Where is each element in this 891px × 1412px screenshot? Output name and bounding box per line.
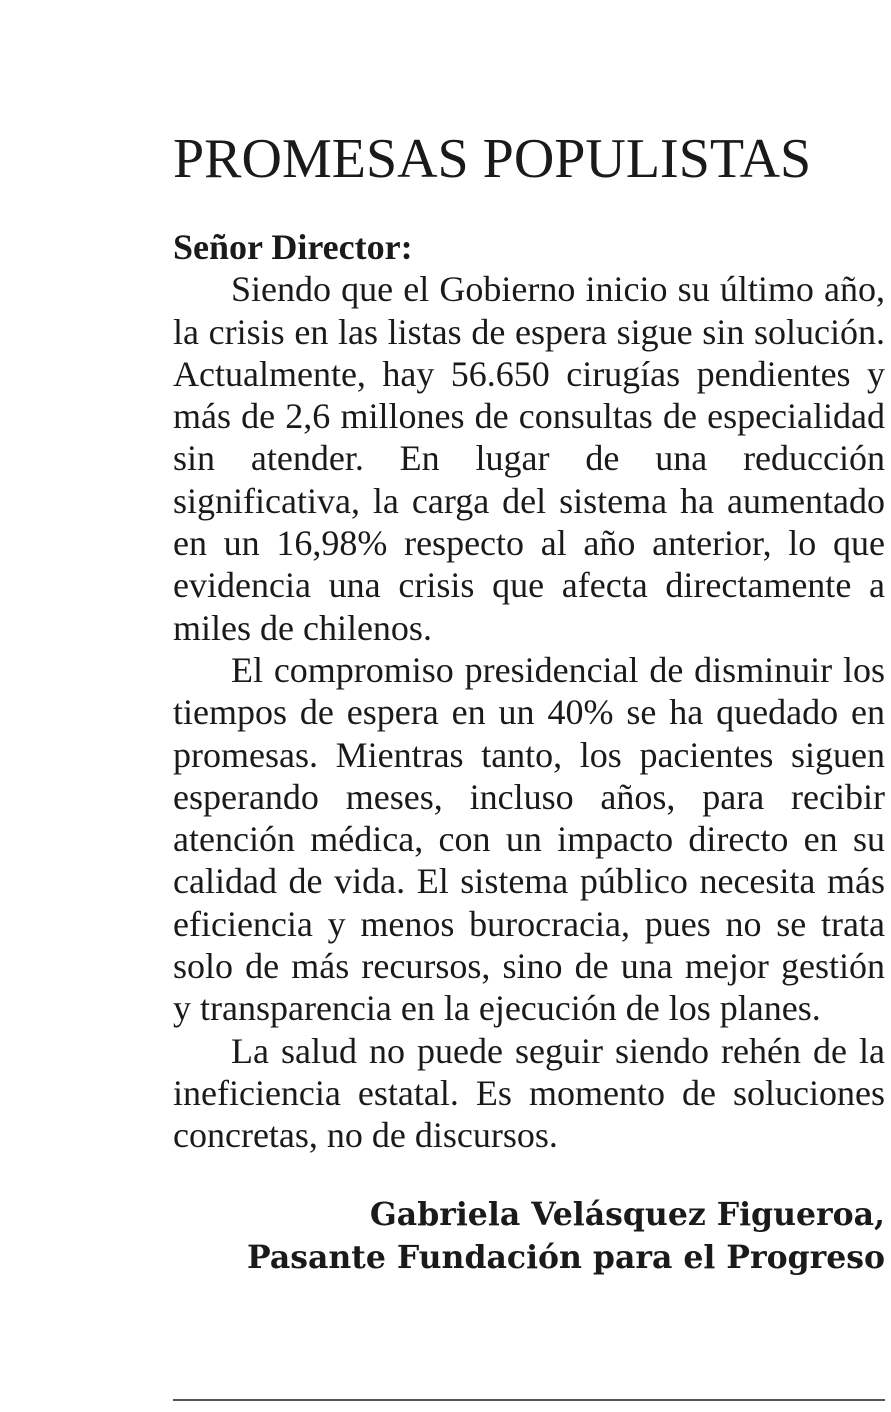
signature-name: Gabriela Velásquez Figueroa, (369, 1195, 885, 1233)
letter (173, 128, 885, 1279)
signature (173, 1193, 885, 1279)
paragraph-2: El compromiso presidencial de disminuir los tiempos de espera en un 40% se ha quedado en promesas. Mientras tanto, los pacientes siguen esperando meses, incluso años, para recibir atención médica, con un impacto directo en su calidad de vida. El sistema público necesita más eficiencia y menos burocracia, pues no se trata solo de más recursos, sino de una mejor gestión y transparencia en la ejecución de los planes. (173, 649, 885, 1029)
bottom-divider (173, 1399, 885, 1401)
paragraph-1: Siendo que el Gobierno inicio su último año, la crisis en las listas de espera sigue sin solución. Actualmente, hay 56.650 cirugías pendientes y más de 2,6 millones de consultas de especialidad sin atender. En lugar de una reducción significativa, la carga del sistema ha aumentado en un 16,98% respecto al año anterior, lo que evidencia una crisis que afecta directamente a miles de chilenos. (173, 269, 885, 648)
letter-title: PROMESAS POPULISTAS (173, 128, 812, 190)
letter-body (173, 226, 885, 1157)
paragraph-3: La salud no puede seguir siendo rehén de la ineficiencia estatal. Es momento de soluciones concretas, no de discursos. (173, 1030, 885, 1156)
salutation: Señor Director: (173, 227, 413, 267)
signature-role: Pasante Fundación para el Progreso (246, 1238, 885, 1276)
